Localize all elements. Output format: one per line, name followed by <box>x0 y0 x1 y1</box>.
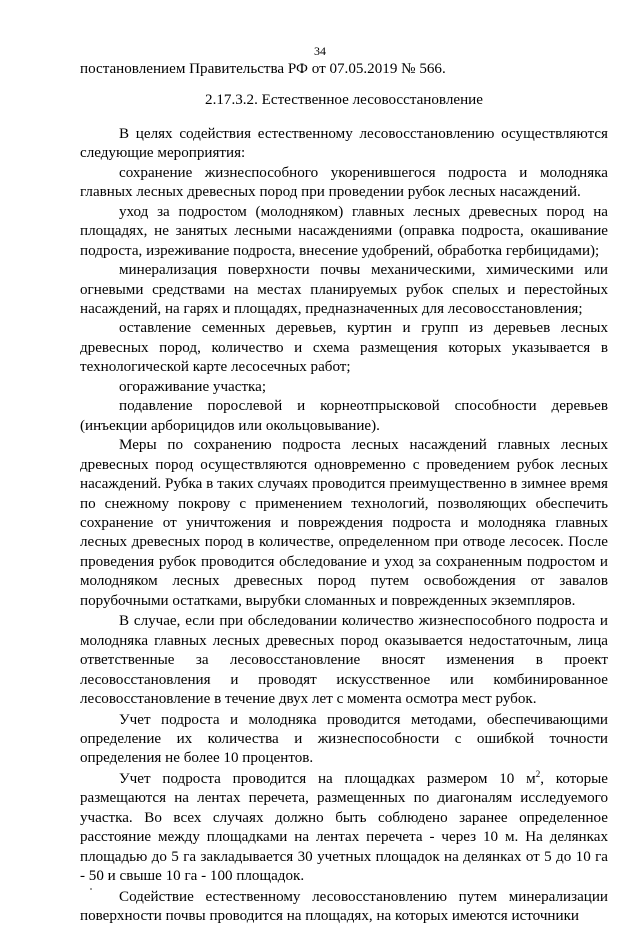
list-item-paragraph: оставление семенных деревьев, куртин и групп из деревьев лесных древесных пород, количество и схема размещения которых указывается в технологической карте лесосечных работ; <box>80 320 608 376</box>
intro-line: постановлением Правительства РФ от 07.05.2019 № 566. <box>80 61 446 77</box>
paragraph: В целях содействия естественному лесовосстановлению осуществляются следующие мероприятия: <box>80 125 608 162</box>
area-paragraph <box>80 770 608 887</box>
paragraph: В случае, если при обследовании количество жизнеспособного подроста и молодняка главных лесных древесных пород оказывается недостаточным, лица ответственные за лесовосстановление вносят изменения в проект лесовосстановления и проводят искусственное или комбинированное лесовосстановление в течение двух лет с момента осмотра мест рубок. <box>80 613 608 708</box>
scan-speck <box>90 888 92 890</box>
last-paragraph: Содействие естественному лесовосстановлению путем минерализации поверхности почвы проводится на площадях, на которых имеются источники <box>80 888 608 925</box>
area-paragraph-rest: , которые размещаются на лентах перечета, размещенных по диагоналям исследуемого участка. Во всех случаях должно быть соблюдено заранее определенное расстояние между площадками на лентах перечета - через 10 м. На делянках площадью до 5 га закладывается 30 учетных площадок на делянках от 5 до 10 га - 50 и свыше 10 га - 100 площадок. <box>80 770 609 885</box>
list-item-paragraph: подавление порослевой и корнеотпрысковой способности деревьев (инъекции арборицидов или окольцовывание). <box>80 398 608 434</box>
area-paragraph-start: Учет подроста проводится на площадках размером 10 м <box>119 770 536 787</box>
list-item-paragraph: минерализация поверхности почвы механическими, химическими или огневыми средствами на местах планируемых рубок спелых и перестойных насаждений, на гарях и площадях, предназначенных для лесовосстановления; <box>80 262 608 317</box>
list-item-paragraph: уход за подростом (молодняком) главных лесных древесных пород на площадях, не занятых лесными насаждениями (оправка подроста, окашивание подроста, изреживание подроста, внесение удобрений, обработка гербицидами); <box>80 203 608 259</box>
page-number: 34 <box>314 44 326 58</box>
list-item-paragraph: сохранение жизнеспособного укоренившегося подроста и молодняка главных лесных древесных пород при проведении рубок лесных насаждений. <box>80 164 608 201</box>
section-heading: 2.17.3.2. Естественное лесовосстановление <box>205 92 483 109</box>
document-body <box>80 60 608 926</box>
list-item-paragraph: огораживание участка; <box>119 378 267 395</box>
area-superscript: 2 <box>535 768 541 779</box>
paragraph: Меры по сохранению подроста лесных насаждений главных лесных древесных пород осуществляются одновременно с проведением рубок лесных насаждений. Рубка в таких случаях проводится преимущественно в зимнее время по снежному покрову с применением технологий, позволяющих обеспечить сохранение от уничтожения и повреждения подроста и молодняка главных лесных древесных пород в количестве, определенном при отводе лесосек. После проведения рубок проводится обследование и уход за сохраненным подростом и молодняком лесных древесных пород путем освобождения от завалов порубочными остатками, вырубки сломанных и поврежденных экземпляров. <box>80 437 608 609</box>
paragraph: Учет подроста и молодняка проводится методами, обеспечивающими определение их количества и жизнеспособности с ошибкой точности определения не более 10 процентов. <box>80 711 608 767</box>
